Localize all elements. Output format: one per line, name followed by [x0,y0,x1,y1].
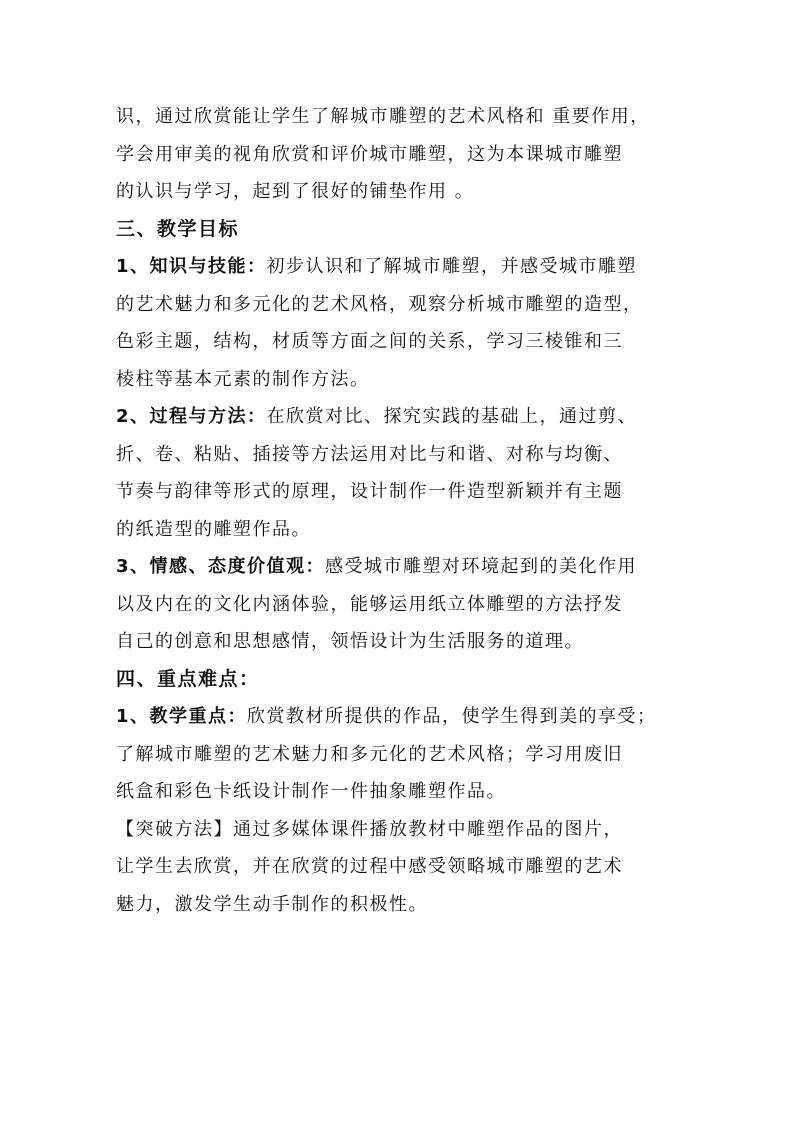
objective-process-label: 2、过程与方法： [116,406,267,427]
objective-process-line-1 [116,398,684,436]
intro-line-3: 的认识与学习，起到了很好的铺垫作用 。 [116,181,475,202]
objective-process-line-2: 折、卷、粘贴、插接等方法运用对比与和谐、对称与均衡、 [116,443,623,465]
objective-process-text-1: 在欣赏对比、探究实践的基础上，通过剪、 [266,406,638,427]
section-3-heading: 三、教学目标 [116,217,240,240]
intro-line-1: 识，通过欣赏能让学生了解城市雕塑的艺术风格和 重要作用， [116,106,650,127]
objective-emotion-label: 3、情感、态度价值观： [116,556,326,577]
objective-knowledge-line-3: 色彩主题，结构，材质等方面之间的关系，学习三棱锥和三 [116,331,623,352]
objective-process-line-4: 的纸造型的雕塑作品。 [116,518,311,540]
objective-emotion-paragraph [116,548,684,661]
key-point-text-1: 欣赏教材所提供的作品，使学生得到美的享受； [247,706,657,727]
key-point-label: 1、教学重点： [116,706,248,727]
key-point-line-2: 了解城市雕塑的艺术魅力和多元化的艺术风格；学习用废旧 [116,743,623,765]
objective-knowledge-label: 1、知识与技能： [116,256,267,277]
key-point-line-3: 纸盒和彩色卡纸设计制作一件抽象雕塑作品。 [116,781,506,802]
key-point-line-1 [116,698,684,736]
objective-emotion-line-1 [116,548,684,586]
breakthrough-line-1: 【突破方法】通过多媒体课件播放教材中雕塑作品的图片， [116,818,623,840]
objective-process-line-3: 节奏与韵律等形式的原理，设计制作一件造型新颖并有主题 [116,481,623,502]
breakthrough-paragraph [116,811,684,924]
key-point-paragraph [116,698,684,811]
objective-process-paragraph [116,398,684,548]
objective-emotion-line-2: 以及内在的文化内涵体验，能够运用纸立体雕塑的方法抒发 [116,593,623,615]
intro-line-2: 学会用审美的视角欣赏和评价城市雕塑，这为本课城市雕塑 [116,143,623,165]
breakthrough-line-2: 让学生去欣赏，并在欣赏的过程中感受领略城市雕塑的艺术 [116,856,623,877]
objective-knowledge-line-1 [116,248,684,286]
objective-emotion-text-1: 感受城市雕塑对环境起到的美化作用 [325,556,638,577]
intro-paragraph [116,98,684,211]
objective-knowledge-line-2: 的艺术魅力和多元化的艺术风格，观察分析城市雕塑的造型， [116,293,643,315]
objective-knowledge-text-1: 初步认识和了解城市雕塑，并感受城市雕塑 [266,256,638,277]
objective-emotion-line-3: 自己的创意和思想感情，领悟设计为生活服务的道理。 [116,631,584,652]
section-4-heading: 四、重点难点： [116,667,260,690]
objective-knowledge-paragraph [116,248,684,398]
breakthrough-line-3: 魅力，激发学生动手制作的积极性。 [116,893,428,915]
objective-knowledge-line-4: 棱柱等基本元素的制作方法。 [116,368,370,390]
